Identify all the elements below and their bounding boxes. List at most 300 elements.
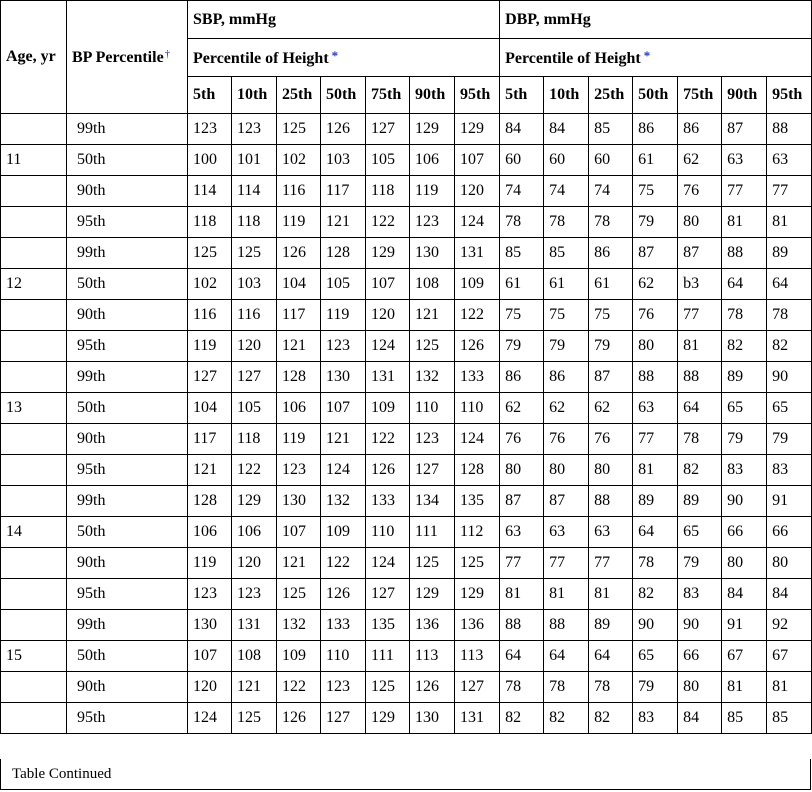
age-cell: 13 xyxy=(1,393,67,424)
dbp-value-cell: 76 xyxy=(589,424,633,455)
sbp-value-cell: 123 xyxy=(232,579,277,610)
dbp-value-cell: 78 xyxy=(722,300,767,331)
dbp-value-cell: 64 xyxy=(633,517,678,548)
sbp-value-cell: 135 xyxy=(366,610,410,641)
dbp-value-cell: 78 xyxy=(544,672,589,703)
sbp-value-cell: 106 xyxy=(232,517,277,548)
sbp-value-cell: 132 xyxy=(277,610,321,641)
bp-percentile-cell: 95th xyxy=(67,455,188,486)
dbp-value-cell: 77 xyxy=(767,176,812,207)
sbp-value-cell: 110 xyxy=(321,641,366,672)
sbp-value-cell: 101 xyxy=(232,145,277,176)
dbp-value-cell: 66 xyxy=(722,517,767,548)
age-cell xyxy=(1,331,67,362)
sbp-value-cell: 100 xyxy=(188,145,232,176)
sbp-value-cell: 111 xyxy=(366,641,410,672)
dagger-footnote-mark: † xyxy=(164,47,171,60)
table-row xyxy=(1,269,812,300)
sbp-value-cell: 108 xyxy=(232,641,277,672)
dbp-value-cell: 61 xyxy=(500,269,544,300)
dbp-value-cell: 81 xyxy=(678,331,722,362)
sbp-value-cell: 111 xyxy=(410,517,455,548)
sbp-value-cell: 121 xyxy=(232,672,277,703)
bp-percentile-cell: 95th xyxy=(67,331,188,362)
dbp-value-cell: 79 xyxy=(722,424,767,455)
dbp-value-cell: 81 xyxy=(722,207,767,238)
dbp-value-cell: 80 xyxy=(500,455,544,486)
dbp-value-cell: 82 xyxy=(678,455,722,486)
dbp-value-cell: 75 xyxy=(633,176,678,207)
dbp-value-cell: 81 xyxy=(767,207,812,238)
dbp-value-cell: 78 xyxy=(767,300,812,331)
sbp-height-col-75th: 75th xyxy=(366,77,410,114)
sbp-value-cell: 107 xyxy=(277,517,321,548)
sbp-value-cell: 131 xyxy=(455,703,500,734)
sbp-value-cell: 102 xyxy=(188,269,232,300)
sbp-value-cell: 119 xyxy=(188,331,232,362)
dbp-value-cell: 76 xyxy=(633,300,678,331)
dbp-value-cell: 83 xyxy=(678,579,722,610)
sbp-value-cell: 126 xyxy=(455,331,500,362)
sbp-value-cell: 135 xyxy=(455,486,500,517)
sbp-value-cell: 107 xyxy=(188,641,232,672)
sbp-value-cell: 129 xyxy=(366,238,410,269)
sbp-value-cell: 130 xyxy=(277,486,321,517)
dbp-value-cell: 85 xyxy=(500,238,544,269)
dbp-value-cell: 90 xyxy=(633,610,678,641)
table-row xyxy=(1,331,812,362)
dbp-value-cell: 82 xyxy=(722,331,767,362)
sbp-value-cell: 133 xyxy=(366,486,410,517)
table-row xyxy=(1,641,812,672)
sbp-value-cell: 116 xyxy=(232,300,277,331)
sbp-value-cell: 109 xyxy=(366,393,410,424)
bp-percentile-cell: 90th xyxy=(67,300,188,331)
dbp-height-col-25th: 25th xyxy=(589,77,633,114)
sbp-value-cell: 120 xyxy=(455,176,500,207)
sbp-value-cell: 134 xyxy=(410,486,455,517)
sbp-value-cell: 121 xyxy=(188,455,232,486)
sbp-value-cell: 117 xyxy=(188,424,232,455)
sbp-height-col-90th: 90th xyxy=(410,77,455,114)
age-cell xyxy=(1,176,67,207)
dbp-value-cell: 84 xyxy=(544,114,589,145)
dbp-value-cell: 79 xyxy=(767,424,812,455)
sbp-value-cell: 106 xyxy=(188,517,232,548)
dbp-value-cell: 61 xyxy=(544,269,589,300)
dbp-value-cell: 65 xyxy=(722,393,767,424)
sbp-value-cell: 110 xyxy=(366,517,410,548)
sbp-value-cell: 122 xyxy=(232,455,277,486)
sbp-value-cell: 129 xyxy=(232,486,277,517)
bp-percentile-label: BP Percentile xyxy=(72,48,164,66)
dbp-value-cell: 82 xyxy=(589,703,633,734)
sbp-value-cell: 119 xyxy=(410,176,455,207)
dbp-value-cell: 64 xyxy=(544,641,589,672)
dbp-value-cell: 81 xyxy=(500,579,544,610)
dbp-value-cell: 89 xyxy=(633,486,678,517)
sbp-value-cell: 128 xyxy=(277,362,321,393)
dbp-value-cell: 80 xyxy=(633,331,678,362)
age-cell xyxy=(1,207,67,238)
age-cell xyxy=(1,300,67,331)
dbp-value-cell: 84 xyxy=(678,703,722,734)
sbp-value-cell: 136 xyxy=(455,610,500,641)
sbp-height-col-5th: 5th xyxy=(188,77,232,114)
sbp-value-cell: 132 xyxy=(410,362,455,393)
sbp-value-cell: 116 xyxy=(188,300,232,331)
dbp-value-cell: 87 xyxy=(678,238,722,269)
sbp-value-cell: 122 xyxy=(366,207,410,238)
sbp-value-cell: 129 xyxy=(366,703,410,734)
sbp-value-cell: 121 xyxy=(321,424,366,455)
bp-percentile-cell: 95th xyxy=(67,207,188,238)
dbp-value-cell: 89 xyxy=(722,362,767,393)
sbp-value-cell: 129 xyxy=(410,114,455,145)
dbp-value-cell: 80 xyxy=(544,455,589,486)
dbp-value-cell: 60 xyxy=(500,145,544,176)
sbp-value-cell: 130 xyxy=(410,238,455,269)
dbp-value-cell: 90 xyxy=(722,486,767,517)
sbp-value-cell: 121 xyxy=(277,548,321,579)
dbp-value-cell: 62 xyxy=(500,393,544,424)
sbp-value-cell: 114 xyxy=(188,176,232,207)
table-row xyxy=(1,176,812,207)
dbp-value-cell: 79 xyxy=(678,548,722,579)
dbp-value-cell: 74 xyxy=(500,176,544,207)
sbp-value-cell: 124 xyxy=(366,548,410,579)
dbp-value-cell: 67 xyxy=(722,641,767,672)
dbp-value-cell: 64 xyxy=(767,269,812,300)
sbp-value-cell: 103 xyxy=(321,145,366,176)
dbp-value-cell: 63 xyxy=(589,517,633,548)
dbp-value-cell: 63 xyxy=(722,145,767,176)
dbp-value-cell: 82 xyxy=(544,703,589,734)
dbp-value-cell: 83 xyxy=(722,455,767,486)
sbp-value-cell: 119 xyxy=(277,424,321,455)
dbp-value-cell: 87 xyxy=(633,238,678,269)
dbp-value-cell: 61 xyxy=(589,269,633,300)
age-cell xyxy=(1,424,67,455)
sbp-value-cell: 125 xyxy=(455,548,500,579)
sbp-value-cell: 121 xyxy=(277,331,321,362)
sbp-value-cell: 130 xyxy=(321,362,366,393)
sbp-value-cell: 112 xyxy=(455,517,500,548)
sbp-value-cell: 131 xyxy=(455,238,500,269)
dbp-value-cell: 88 xyxy=(678,362,722,393)
height-percentile-label: Percentile of Height xyxy=(193,49,329,67)
sbp-value-cell: 107 xyxy=(455,145,500,176)
dbp-value-cell: 79 xyxy=(633,207,678,238)
dbp-value-cell: 60 xyxy=(589,145,633,176)
dbp-value-cell: 62 xyxy=(544,393,589,424)
age-cell: 11 xyxy=(1,145,67,176)
bp-percentile-cell: 99th xyxy=(67,362,188,393)
dbp-value-cell: 92 xyxy=(767,610,812,641)
dbp-value-cell: 65 xyxy=(767,393,812,424)
bp-percentile-cell: 90th xyxy=(67,176,188,207)
table-body xyxy=(1,114,812,734)
dbp-value-cell: 86 xyxy=(589,238,633,269)
dbp-value-cell: 89 xyxy=(678,486,722,517)
sbp-value-cell: 129 xyxy=(455,579,500,610)
sbp-value-cell: 120 xyxy=(232,548,277,579)
sbp-value-cell: 133 xyxy=(455,362,500,393)
sbp-value-cell: 127 xyxy=(410,455,455,486)
sbp-value-cell: 128 xyxy=(455,455,500,486)
dbp-value-cell: 76 xyxy=(500,424,544,455)
table-row xyxy=(1,207,812,238)
dbp-value-cell: 79 xyxy=(589,331,633,362)
sbp-value-cell: 113 xyxy=(455,641,500,672)
asterisk-footnote-mark: * xyxy=(331,47,339,63)
sbp-value-cell: 107 xyxy=(321,393,366,424)
age-cell xyxy=(1,579,67,610)
dbp-value-cell: 82 xyxy=(500,703,544,734)
sbp-value-cell: 122 xyxy=(366,424,410,455)
table-row xyxy=(1,393,812,424)
sbp-value-cell: 122 xyxy=(321,548,366,579)
bp-percentile-cell: 95th xyxy=(67,703,188,734)
age-cell xyxy=(1,362,67,393)
bp-percentile-cell: 50th xyxy=(67,145,188,176)
sbp-value-cell: 125 xyxy=(410,548,455,579)
sbp-value-cell: 105 xyxy=(321,269,366,300)
dbp-value-cell: 74 xyxy=(544,176,589,207)
sbp-value-cell: 126 xyxy=(321,114,366,145)
dbp-height-col-95th: 95th xyxy=(767,77,812,114)
dbp-value-cell: 84 xyxy=(722,579,767,610)
sbp-value-cell: 105 xyxy=(366,145,410,176)
dbp-value-cell: 63 xyxy=(767,145,812,176)
sbp-height-col-10th: 10th xyxy=(232,77,277,114)
sbp-value-cell: 123 xyxy=(410,424,455,455)
dbp-value-cell: 78 xyxy=(678,424,722,455)
dbp-value-cell: 66 xyxy=(767,517,812,548)
sbp-value-cell: 124 xyxy=(366,331,410,362)
sbp-value-cell: 116 xyxy=(277,176,321,207)
dbp-height-col-90th: 90th xyxy=(722,77,767,114)
bp-percentile-cell: 90th xyxy=(67,548,188,579)
sbp-value-cell: 127 xyxy=(188,362,232,393)
sbp-value-cell: 122 xyxy=(277,672,321,703)
dbp-value-cell: 84 xyxy=(500,114,544,145)
sbp-value-cell: 123 xyxy=(277,455,321,486)
sbp-value-cell: 123 xyxy=(321,331,366,362)
sbp-value-cell: 104 xyxy=(188,393,232,424)
dbp-value-cell: 85 xyxy=(544,238,589,269)
sbp-value-cell: 110 xyxy=(455,393,500,424)
dbp-value-cell: 81 xyxy=(633,455,678,486)
asterisk-footnote-mark: * xyxy=(643,47,651,63)
dbp-value-cell: 88 xyxy=(722,238,767,269)
sbp-value-cell: 118 xyxy=(232,207,277,238)
sbp-value-cell: 123 xyxy=(188,579,232,610)
sbp-value-cell: 130 xyxy=(410,703,455,734)
dbp-value-cell: 88 xyxy=(767,114,812,145)
sbp-value-cell: 118 xyxy=(188,207,232,238)
sbp-value-cell: 132 xyxy=(321,486,366,517)
sbp-value-cell: 107 xyxy=(366,269,410,300)
dbp-value-cell: 80 xyxy=(678,207,722,238)
dbp-value-cell: 91 xyxy=(722,610,767,641)
age-cell xyxy=(1,548,67,579)
bp-percentile-cell: 99th xyxy=(67,610,188,641)
bp-percentile-cell: 90th xyxy=(67,424,188,455)
sbp-value-cell: 120 xyxy=(366,300,410,331)
dbp-value-cell: 84 xyxy=(767,579,812,610)
sbp-value-cell: 128 xyxy=(188,486,232,517)
dbp-value-cell: 89 xyxy=(589,610,633,641)
sbp-value-cell: 106 xyxy=(410,145,455,176)
dbp-value-cell: 60 xyxy=(544,145,589,176)
dbp-height-percentile-header xyxy=(500,39,812,77)
dbp-value-cell: 80 xyxy=(589,455,633,486)
sbp-value-cell: 128 xyxy=(321,238,366,269)
sbp-value-cell: 103 xyxy=(232,269,277,300)
dbp-value-cell: 89 xyxy=(767,238,812,269)
dbp-value-cell: 88 xyxy=(544,610,589,641)
dbp-value-cell: 87 xyxy=(589,362,633,393)
sbp-value-cell: 104 xyxy=(277,269,321,300)
dbp-value-cell: 81 xyxy=(767,672,812,703)
bp-percentile-cell: 50th xyxy=(67,269,188,300)
dbp-value-cell: 77 xyxy=(500,548,544,579)
sbp-value-cell: 113 xyxy=(410,641,455,672)
dbp-value-cell: 63 xyxy=(500,517,544,548)
dbp-value-cell: 80 xyxy=(678,672,722,703)
dbp-value-cell: 78 xyxy=(500,207,544,238)
sbp-value-cell: 108 xyxy=(410,269,455,300)
bp-percentile-cell: 99th xyxy=(67,486,188,517)
sbp-value-cell: 127 xyxy=(455,672,500,703)
age-cell xyxy=(1,610,67,641)
dbp-value-cell: 79 xyxy=(633,672,678,703)
sbp-value-cell: 131 xyxy=(366,362,410,393)
sbp-value-cell: 110 xyxy=(410,393,455,424)
table-row xyxy=(1,548,812,579)
sbp-value-cell: 130 xyxy=(188,610,232,641)
sbp-value-cell: 127 xyxy=(366,579,410,610)
sbp-value-cell: 124 xyxy=(455,424,500,455)
table-row xyxy=(1,517,812,548)
table-row xyxy=(1,610,812,641)
sbp-value-cell: 114 xyxy=(232,176,277,207)
sbp-value-cell: 126 xyxy=(410,672,455,703)
table-row xyxy=(1,703,812,734)
table-row xyxy=(1,362,812,393)
sbp-value-cell: 127 xyxy=(366,114,410,145)
sbp-value-cell: 125 xyxy=(277,579,321,610)
sbp-value-cell: 109 xyxy=(321,517,366,548)
dbp-group-header: DBP, mmHg xyxy=(500,1,812,39)
sbp-value-cell: 123 xyxy=(188,114,232,145)
dbp-value-cell: 64 xyxy=(678,393,722,424)
sbp-value-cell: 136 xyxy=(410,610,455,641)
sbp-value-cell: 123 xyxy=(410,207,455,238)
dbp-height-col-75th: 75th xyxy=(678,77,722,114)
bp-percentile-cell: 99th xyxy=(67,114,188,145)
dbp-value-cell: 86 xyxy=(500,362,544,393)
sbp-height-col-50th: 50th xyxy=(321,77,366,114)
dbp-value-cell: 75 xyxy=(544,300,589,331)
sbp-value-cell: 118 xyxy=(232,424,277,455)
sbp-value-cell: 123 xyxy=(321,672,366,703)
dbp-value-cell: 85 xyxy=(722,703,767,734)
dbp-value-cell: 75 xyxy=(500,300,544,331)
dbp-value-cell: 78 xyxy=(500,672,544,703)
dbp-value-cell: 63 xyxy=(633,393,678,424)
age-cell xyxy=(1,703,67,734)
table-row xyxy=(1,300,812,331)
table-row xyxy=(1,486,812,517)
sbp-value-cell: 125 xyxy=(277,114,321,145)
bp-percentile-cell: 50th xyxy=(67,393,188,424)
dbp-value-cell: 86 xyxy=(678,114,722,145)
sbp-value-cell: 117 xyxy=(277,300,321,331)
dbp-value-cell: 82 xyxy=(767,331,812,362)
age-cell xyxy=(1,238,67,269)
bp-percentile-cell: 50th xyxy=(67,517,188,548)
dbp-value-cell: 86 xyxy=(544,362,589,393)
age-column-header: Age, yr xyxy=(1,1,67,114)
dbp-height-col-5th: 5th xyxy=(500,77,544,114)
sbp-value-cell: 126 xyxy=(321,579,366,610)
dbp-value-cell: 77 xyxy=(722,176,767,207)
dbp-value-cell: 81 xyxy=(589,579,633,610)
sbp-value-cell: 119 xyxy=(321,300,366,331)
dbp-value-cell: 87 xyxy=(500,486,544,517)
dbp-value-cell: b3 xyxy=(678,269,722,300)
sbp-value-cell: 124 xyxy=(188,703,232,734)
bp-percentile-cell: 50th xyxy=(67,641,188,672)
dbp-value-cell: 77 xyxy=(589,548,633,579)
sbp-value-cell: 129 xyxy=(455,114,500,145)
dbp-value-cell: 62 xyxy=(678,145,722,176)
dbp-value-cell: 76 xyxy=(544,424,589,455)
dbp-value-cell: 74 xyxy=(589,176,633,207)
sbp-value-cell: 125 xyxy=(188,238,232,269)
sbp-value-cell: 124 xyxy=(455,207,500,238)
sbp-value-cell: 129 xyxy=(410,579,455,610)
dbp-value-cell: 76 xyxy=(678,176,722,207)
sbp-height-col-95th: 95th xyxy=(455,77,500,114)
table-row xyxy=(1,455,812,486)
dbp-value-cell: 87 xyxy=(722,114,767,145)
sbp-value-cell: 109 xyxy=(455,269,500,300)
dbp-value-cell: 91 xyxy=(767,486,812,517)
sbp-value-cell: 133 xyxy=(321,610,366,641)
sbp-value-cell: 126 xyxy=(277,238,321,269)
dbp-value-cell: 62 xyxy=(633,269,678,300)
dbp-value-cell: 90 xyxy=(678,610,722,641)
sbp-value-cell: 122 xyxy=(455,300,500,331)
sbp-value-cell: 125 xyxy=(232,703,277,734)
dbp-value-cell: 85 xyxy=(767,703,812,734)
dbp-value-cell: 64 xyxy=(589,641,633,672)
sbp-value-cell: 121 xyxy=(321,207,366,238)
age-cell xyxy=(1,672,67,703)
dbp-value-cell: 90 xyxy=(767,362,812,393)
table-continued-note: Table Continued xyxy=(0,759,811,790)
dbp-value-cell: 80 xyxy=(767,548,812,579)
table-row xyxy=(1,672,812,703)
dbp-value-cell: 61 xyxy=(633,145,678,176)
dbp-value-cell: 77 xyxy=(678,300,722,331)
sbp-value-cell: 127 xyxy=(321,703,366,734)
dbp-value-cell: 62 xyxy=(589,393,633,424)
dbp-value-cell: 77 xyxy=(544,548,589,579)
